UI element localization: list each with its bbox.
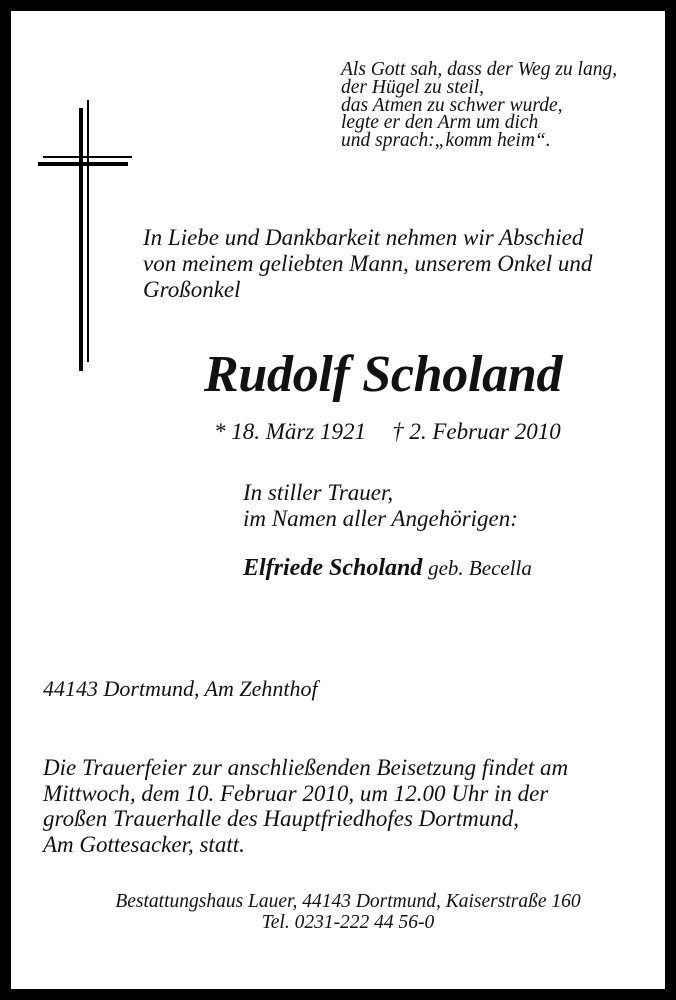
poem (341, 61, 617, 150)
family-address: 44143 Dortmund, Am Zehnthof (43, 676, 318, 701)
death-date: † 2. Februar 2010 (392, 419, 561, 444)
intro-line: Großonkel (143, 277, 241, 302)
poem-line: das Atmen zu schwer wurde, (341, 94, 563, 116)
cross-vertical-thin (87, 100, 89, 362)
funeral-home-phone: Tel. 0231-222 44 56-0 (261, 912, 435, 933)
poem-line: der Hügel zu steil, (341, 76, 484, 98)
poem-line: legte er den Arm um dich (341, 112, 539, 134)
cross-horizontal-thick (38, 162, 128, 166)
cross-vertical-thick (79, 108, 83, 371)
ceremony-line: großen Trauerhalle des Hauptfriedhofes Dortmund, (43, 806, 519, 832)
funeral-home (0, 891, 676, 933)
mourners-line: im Namen aller Angehörigen: (243, 506, 518, 531)
ceremony-details (43, 755, 568, 858)
deceased-name: Rudolf Scholand (204, 346, 563, 403)
signer-name: Elfriede Scholand (243, 555, 423, 581)
intro-line: von meinem geliebten Mann, unserem Onkel und (143, 251, 593, 276)
signer (243, 553, 532, 583)
signer-nee: geb. Becella (428, 556, 532, 580)
cross-horizontal-thin (43, 156, 132, 158)
ceremony-line: Am Gottesacker, statt. (43, 832, 245, 858)
ceremony-line: Mittwoch, dem 10. Februar 2010, um 12.00 Uhr in der (43, 780, 549, 806)
ceremony-line: Die Trauerfeier zur anschließenden Beisetzung findet am (43, 755, 569, 780)
mourners-line: In stiller Trauer, (243, 480, 394, 505)
funeral-home-address: Bestattungshaus Lauer, 44143 Dortmund, Kaiserstraße 160 (115, 891, 581, 912)
poem-line: und sprach:„komm heim“. (341, 130, 551, 152)
life-dates (214, 419, 561, 445)
birth-date: * 18. März 1921 (214, 419, 367, 444)
poem-line: Als Gott sah, dass der Weg zu lang, (341, 59, 618, 80)
farewell-intro (143, 225, 592, 303)
mourners-statement (243, 480, 518, 532)
intro-line: In Liebe und Dankbarkeit nehmen wir Abschied (143, 225, 584, 250)
